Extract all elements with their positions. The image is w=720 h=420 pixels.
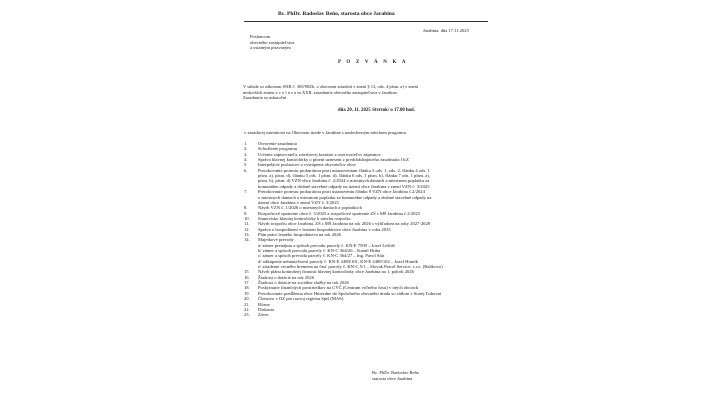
agenda-item-number: 10. — [244, 215, 250, 221]
agenda-item-text: Plán práce lesného hospodárstva na rok 2026 — [258, 231, 341, 237]
agenda-item-text: písm. b), písm. d) VZN obce Jarabina č. 2/2024 o miestnych daniach a miestnom poplatku za — [258, 178, 430, 184]
agenda-item-text: b/ zámer a spôsob prevodu parcely č. KN-C 364/26 – Kamil Hriňa — [258, 248, 381, 253]
agenda-item-text: Správa o hospodárení v lesnom hospodárstve obce Jarabina v roku 2025 — [258, 226, 391, 232]
agenda-item-number: 12. — [244, 226, 250, 232]
agenda-item-text: e/ zriadenie vecného bremena na časť parcely č. KN-C 5/1 – Slovak Parcel Service, s.r.o. (Balíkovo) — [258, 264, 443, 270]
agenda-item-number: 18. — [244, 285, 250, 291]
agenda-item-text: Rozpočtové opatrenie obce č. 5/2025 a rozpočtové opatrenie ZŠ s MŠ Jarabina č.2/2025 — [258, 210, 421, 216]
agenda-item-text: území obce Jarabina v znení VZN č. 3/2025 — [258, 199, 339, 205]
agenda-item-text: Návrh VZN č. 1/2026 o miestnych daniach a poplatkoch — [258, 205, 362, 211]
agenda-item-number: 11. — [244, 221, 250, 227]
agenda-item-number: 2. — [244, 146, 248, 152]
document-title: P O Z V Á N K A — [338, 60, 408, 65]
agenda-item-text: Otvorenie zasadnutia — [258, 141, 297, 146]
agenda-item-text: písm. a), písm. d), článku 5 ods. 1 písm. d), článku 6 ods. 1 písm. b), článku 7 ods. 1 písm. a), — [258, 173, 430, 179]
agenda-item-text: Návrh rozpočtu obce Jarabina, ZŠ s MŠ Jarabina na rok 2026 s výhľadom na roky 2027-2028 — [258, 221, 431, 227]
addressee-line: obecného zastupiteľstva — [250, 39, 295, 45]
agenda-item-text: Určenie zapisovateľa, návrhovej komisie a overovateľov zápisnice — [258, 151, 381, 157]
agenda-item-text: Rôzne — [258, 301, 270, 307]
agenda-item-number: 15. — [244, 269, 250, 275]
agenda-item-text: Majetkové prevody — [258, 237, 294, 243]
agenda-item-text: Prerokovanie predĺženia obce Hniezdne do Spoločného obecného úradu so sídlom v Starej Ľubovni — [258, 290, 442, 296]
header-rule — [244, 21, 488, 22]
addressee-line: Poslancom — [250, 34, 271, 39]
agenda-item-text: d/ odkúpenie nehnuteľností parcely č. KN-E 2489/101, KN-E 2489/102 – Jozef Hutník — [258, 258, 418, 264]
meeting-time: dňa 20. 11. 2025 /štvrtok/ o 17.00 hod. — [338, 108, 415, 113]
signature-name: Bc. PhDr. Radoslav Beňo — [372, 370, 420, 375]
agenda-item-number: 16. — [244, 274, 250, 280]
agenda-item-number: 7. — [244, 189, 248, 195]
agenda-item-text: Interpelácie poslancov a vystúpenie obyvateľov obce — [258, 162, 356, 168]
agenda-item-number: 3. — [244, 151, 248, 157]
agenda-item-text: Poskytnutie finančných prostriedkov na CVČ (Centrum voľného času) v iných obciach — [258, 285, 419, 291]
agenda-item-text: Prerokovanie protestu prokurátora proti ustanoveniam článku 3 ods. 1, ods. 2, článku 4 ods. 1 — [258, 167, 430, 173]
agenda-item-number: 21. — [244, 301, 250, 307]
agenda-item-text: komunálne odpady a drobné stavebné odpady na území obce Jarabina v znení VZN č. 3/2025 — [258, 183, 430, 189]
agenda-item-number: 19. — [244, 290, 250, 296]
addressee-line: a ostatným prizvaným — [250, 45, 291, 50]
signature-title: starosta obce Jarabina — [372, 376, 413, 381]
agenda-item-number: 6. — [244, 167, 248, 173]
agenda-item-number: 20. — [244, 296, 250, 302]
agenda-item-text: Stanovisko hlavnej kontrolórky k návrhu rozpočtu — [258, 215, 351, 221]
date-line: Jarabina, dňa 17.11.2025 — [423, 28, 469, 33]
agenda-item-number: 22. — [244, 306, 250, 312]
agenda-item-text: Diskusia — [258, 306, 275, 312]
intro-paragraph-line: neskorších zmien z v o l á v a m XXII. zasadnutie obecného zastupiteľstva v Jarabine. — [243, 89, 398, 95]
agenda-item-number: 8. — [244, 205, 248, 211]
intro-paragraph-line: Zasadnutie sa uskutoční — [243, 95, 287, 100]
agenda-item-number: 5. — [244, 162, 248, 168]
document-header: Bc. PhDr. Radoslav Beňo, starosta obce Jarabina — [278, 11, 395, 17]
agenda-item-number: 1. — [244, 141, 248, 146]
agenda-item — [244, 312, 269, 317]
agenda-item-number: 23. — [244, 312, 250, 318]
agenda-item-number: 9. — [244, 210, 248, 216]
agenda-item-number: 4. — [244, 157, 248, 163]
agenda-item-text: Žiadosti o dotácie na rok 2026 — [258, 274, 315, 280]
agenda-item-number: 13. — [244, 231, 250, 237]
agenda-item-text: a/ zámer prenájmu a spôsob prevodu parcely č. KN-E 7509 – Jozef Leščáš — [258, 242, 395, 248]
agenda-item-text: Členstvo v OZ pre rozvoj regiónu Spiš (MAS) — [258, 296, 344, 302]
agenda-item-text: o miestnych daniach a miestnom poplatku za komunálne odpady a drobné stavebné odpady na — [258, 194, 432, 200]
agenda-item-text: Schválenie programu — [258, 146, 298, 152]
agenda-item-text: Návrh plánu kontrolnej činnosti hlavnej kontrolórky obce Jarabina na 1. polrok 2026 — [258, 269, 414, 275]
agenda-item-number: 14. — [244, 237, 250, 243]
agenda-item-text: Záver — [258, 312, 269, 318]
intro-paragraph-line: V súlade so zákonom SNR č. 369/90Zb. o obecnom zriadení v znení § 13, ods. 4 písm. a) v znení — [243, 84, 419, 89]
agenda-item-text: Žiadosti o dotácie na sociálne služby na rok 2026 — [258, 280, 349, 286]
agenda-item-text: c/ zámer a spôsob prevodu parcely č. KN-C 364/27 – Ing. Pavol Stár — [258, 253, 385, 259]
agenda-item-text: Správa hlavnej kontrolórky o plnení uznesení z predchádzajúceho zasadnutia OcZ — [258, 157, 409, 163]
agenda-item-number: 17. — [244, 280, 250, 286]
location-line: v zasadacej miestnosti na Obecnom úrade v Jarabine s nasledovným návrhom programu — [244, 130, 406, 135]
agenda-item-text: Prerokovanie protestu prokurátora proti ustanoveniu článku 9 VZN obce Jarabina č.2/2024 — [258, 189, 425, 195]
